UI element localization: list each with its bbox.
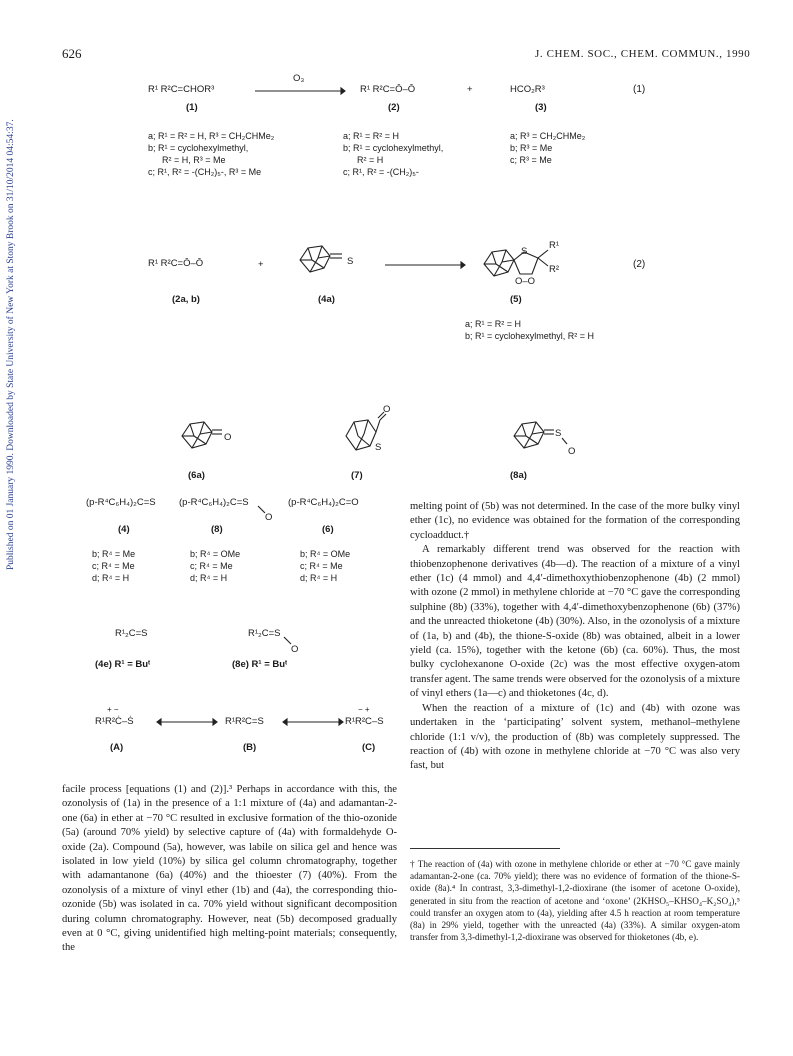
sub-1c: c; R¹, R² = -(CH₂)₅-, R³ = Me <box>148 167 262 178</box>
right-paragraph-3: When the reaction of a mixture of (1c) and (4b) with ozone was undertaken in the ‘participating’ solvent system, methanol–methylene chloride (1:1 v/v), the production of (8b) was completely suppressed. The reaction of (4b) with ozone in methylene chloride at −70 °C was also very fast, but <box>410 702 740 772</box>
sulfine-sulfur: S <box>555 428 562 439</box>
equation-number-1: (1) <box>633 84 646 95</box>
compound-4: (p-R⁴C₆H₄)₂C=S <box>86 497 156 508</box>
charges-A: + − <box>107 705 119 714</box>
thioester-oxygen: O <box>383 404 391 415</box>
sub-1a: a; R¹ = R² = H, R³ = CH₂CHMe₂ <box>148 131 275 141</box>
page-number: 626 <box>62 46 82 61</box>
substituents-8 <box>190 548 240 584</box>
sub-6d: d; R⁴ = H <box>300 573 338 584</box>
sulfine-bond-8 <box>257 505 267 515</box>
resonance-arrow-1 <box>157 718 217 726</box>
label-A: (A) <box>110 742 124 753</box>
compound-8: (p-R⁴C₆H₄)₂C=S <box>179 497 249 508</box>
label-8e: (8e) R¹ = Buᵗ <box>232 659 288 670</box>
compound-8e: R¹₂C=S <box>248 628 281 639</box>
sub-2b-cont: R² = H <box>357 155 384 166</box>
label-8: (8) <box>211 524 223 535</box>
sub-3a: a; R³ = CH₂CHMe₂ <box>510 131 586 141</box>
ozonide-r2: R² <box>549 264 560 275</box>
equation-number-2: (2) <box>633 259 646 270</box>
resonance-C: R¹R²C–S <box>345 716 384 727</box>
label-5: (5) <box>510 294 522 305</box>
sulfine-oxygen: O <box>568 446 576 457</box>
substituents-6 <box>300 548 350 584</box>
compound-4e: R¹₂C=S <box>115 628 148 639</box>
right-paragraph-2: A remarkably different trend was observed for the reaction with thiobenzophenone derivatives (4b—d). The reaction of a mixture of a vinyl ether (1c) (4 mmol) and 4,4′-dimethoxythiobenzophenone (4b) (2 mmol) with ozone (2 mmol) in methylene chloride at −70 °C gave the corresponding sulphine (8b) (33%), together with 4,4′-dimethoxybenzophenone (6b) (37%) and the unreacted thioketone (4b) (30%). Also, in the ozonolysis of a mixture of (1a, b) and (4b), the thione-S-oxide (8b) was obtained, albeit in a lower yield (ca. 15%), together with the ketone (6b) (ca. 60%). Thus, the most bulky cyclohexanone O-oxide (2c) was the most effective oxygen-atom transfer agent. The same trends were observed for the ozonolysis of a mixture of vinyl ethers (1a—c) and thioketones (4c, d). <box>410 544 740 700</box>
label-1: (1) <box>186 102 198 113</box>
adamantanethione-structure <box>296 242 346 280</box>
sub-3b: b; R³ = Me <box>510 143 553 154</box>
reaction-arrow-1 <box>255 88 345 96</box>
journal-header: J. CHEM. SOC., CHEM. COMMUN., 1990 <box>535 48 751 60</box>
sub-8b: b; R⁴ = OMe <box>190 549 241 559</box>
plus-1: + <box>467 84 473 95</box>
sub-6b: b; R⁴ = OMe <box>300 549 351 559</box>
left-paragraph: facile process [equations (1) and (2)].³ Perhaps in accordance with this, the ozonolysis of (1a) in the presence of a 1:1 mixture of (4a) and adamantan-2-one (6a) in ether at −70 °C resulted in exclusive formation of the thio-ozonide (5a) (around 70% yield) by selective capture of (4a) with formaldehyde O-oxide (2a). Compound (5a), however, was labile on silica gel and hence was isolated in low yield (10%) by silica gel column chromatography, together with adamantanone (6a) (40%) and the thioester (7) (40%). From the ozonolysis of a mixture of vinyl ether (1b) and (4a), the corresponding thio-ozonide (5b) was isolated in ca. 70% yield without significant decomposition during column chromatography. However, neat (5b) decomposed gradually even at 0 °C, giving unidentified high melting-point materials; consequently, the <box>62 784 397 954</box>
sub-5b: b; R¹ = cyclohexylmethyl, R² = H <box>465 331 595 342</box>
download-notice[interactable]: Published on 01 January 1990. Downloaded by State University of New York at Stony Brook on 31/10/2014 04:54:37. <box>6 119 16 571</box>
sub-2a: a; R¹ = R² = H <box>343 131 400 141</box>
label-3: (3) <box>535 102 547 113</box>
label-B: (B) <box>243 742 257 753</box>
sub-1b: b; R¹ = cyclohexylmethyl, <box>148 143 249 154</box>
product-3: HCO₂R³ <box>510 84 545 95</box>
compound-8e-oxygen: O <box>291 644 299 655</box>
label-7: (7) <box>351 470 363 481</box>
label-4: (4) <box>118 524 130 535</box>
ozonide-r1: R¹ <box>549 240 560 251</box>
resonance-arrow-2 <box>283 718 343 726</box>
right-column-text <box>410 500 740 774</box>
product-2: R¹ R²C=Ō–Ō <box>360 84 416 95</box>
sub-1b-cont: R² = H, R³ = Me <box>162 155 226 166</box>
sub-4d: d; R⁴ = H <box>92 573 130 584</box>
reagent-ozone: O₃ <box>293 73 305 84</box>
left-column-text <box>62 783 397 956</box>
label-C: (C) <box>362 742 376 753</box>
sub-2b: b; R¹ = cyclohexylmethyl, <box>343 143 444 154</box>
charges-C: − + <box>358 705 370 714</box>
resonance-B: R¹R²C=S <box>225 716 264 727</box>
reactant-2ab: R¹ R²C=Ō–Ō <box>148 258 204 269</box>
label-8a: (8a) <box>510 470 527 481</box>
footnote-rule <box>410 848 560 849</box>
label-2ab: (2a, b) <box>172 294 200 305</box>
sub-4c: c; R⁴ = Me <box>92 561 135 572</box>
sub-6c: c; R⁴ = Me <box>300 561 343 572</box>
footnote: † The reaction of (4a) with ozone in methylene chloride or ether at −70 °C gave mainly adamantan-2-one (ca. 70% yield); there was no evidence of formation of the thione-S-oxide (8a).⁴ In contrast, 3,3-dimethyl-1,2-dioxirane (the isomer of acetone O-oxide), generated in situ from the reaction of acetone and ‘oxone’ (2KHSO₅–KHSO₄–K₂SO₄),⁵ could transfer an oxygen atom to (4a), yielding after 4.5 h reaction at room temperature (8a) in 29% yield, together with the unreacted (4a) (33%). A similar oxygen-atom transfer from 3,3-dimethyl-1,2-dioxirane was observed for thioketones (4b, e). <box>410 859 740 943</box>
substituents-3 <box>510 130 585 166</box>
thione-sulfur: S <box>347 256 354 267</box>
ozonide-sulfur: S <box>521 246 528 257</box>
resonance-A: R¹R²Ċ–Ṡ <box>95 716 134 727</box>
substituents-4 <box>92 548 135 584</box>
thioester-structure <box>342 410 392 458</box>
plus-2: + <box>258 259 264 270</box>
sub-8d: d; R⁴ = H <box>190 573 228 584</box>
label-2: (2) <box>388 102 400 113</box>
compound-8-oxygen: O <box>265 512 273 523</box>
reactant-1: R¹ R²C=CHOR³ <box>148 84 215 95</box>
sub-4b: b; R⁴ = Me <box>92 549 136 559</box>
substituents-1 <box>148 130 274 179</box>
compound-6: (p-R⁴C₆H₄)₂C=O <box>288 497 359 508</box>
label-6a: (6a) <box>188 470 205 481</box>
ketone-oxygen: O <box>224 432 232 443</box>
right-paragraph-1: melting point of (5b) was not determined. In the case of the more bulky vinyl ether (1c), no evidence was obtained for the formation of the corresponding cycloadduct.† <box>410 501 740 541</box>
sub-5a: a; R¹ = R² = H <box>465 319 522 329</box>
label-4a: (4a) <box>318 294 335 305</box>
sub-8c: c; R⁴ = Me <box>190 561 233 572</box>
substituents-5 <box>465 318 594 342</box>
label-4e: (4e) R¹ = Buᵗ <box>95 659 151 670</box>
sub-2c: c; R¹, R² = -(CH₂)₅- <box>343 167 419 178</box>
reaction-arrow-2 <box>385 262 465 270</box>
sub-3c: c; R³ = Me <box>510 155 552 166</box>
adamantanone-structure <box>178 418 228 456</box>
substituents-2 <box>343 130 443 179</box>
thioester-sulfur: S <box>375 442 382 453</box>
ozonide-peroxide: O–O <box>515 276 536 287</box>
label-6: (6) <box>322 524 334 535</box>
